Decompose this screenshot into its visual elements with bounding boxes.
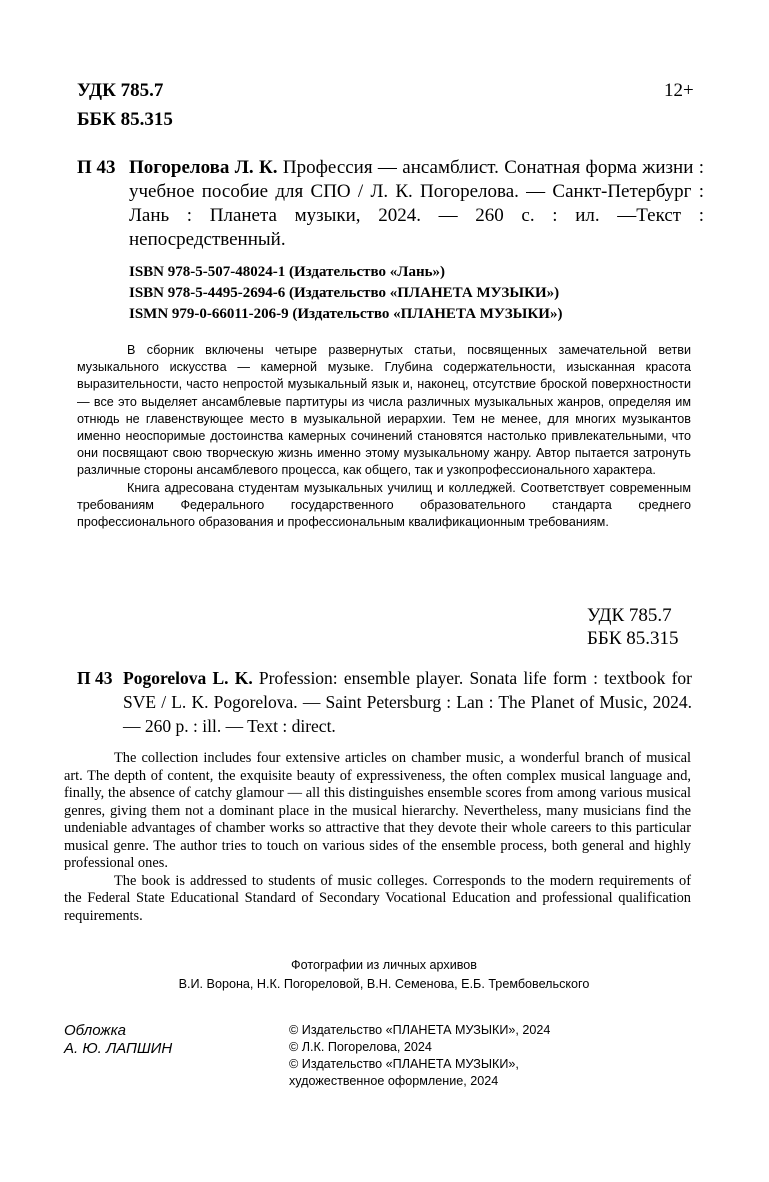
bbk-code-header: ББК 85.315	[77, 109, 173, 130]
cover-credit	[64, 1022, 172, 1058]
isbn-lan: ISBN 978-5-507-48024-1 (Издательство «Лань»)	[129, 264, 446, 280]
abstract-ru	[77, 342, 691, 531]
ismn-planeta: ISMN 979-0-66011-206-9 (Издательство «ПЛАНЕТА МУЗЫКИ»)	[129, 306, 563, 322]
identifier-list	[129, 262, 562, 325]
bibliographic-entry-ru	[77, 156, 704, 252]
author-mark-ru: П 43	[77, 157, 116, 178]
bbk-code-footer: ББК 85.315	[587, 628, 679, 649]
udk-code-header: УДК 785.7	[77, 80, 164, 101]
abstract-en	[64, 750, 691, 925]
photo-credit-title: Фотографии из личных архивов	[291, 958, 477, 972]
photo-credit	[64, 956, 704, 994]
author-name-en: Pogorelova L. K.	[123, 668, 253, 688]
bibliographic-entry-en	[77, 666, 692, 738]
copyright-line: художественное оформление, 2024	[289, 1074, 499, 1088]
author-name-ru: Погорелова Л. К.	[129, 157, 278, 178]
entry-description-ru: Профессия — ансамблист. Сонатная форма жизни : учебное пособие для СПО / Л. К. Погорелова. — Санкт-Петербург : Лань : Планета музыки, 2024. — 260 с. : ил. —Текст : непосредственный.	[129, 157, 704, 250]
abstract-ru-paragraph: Книга адресована студентам музыкальных училищ и колледжей. Соответствует современным требованиям Федерального государственного образовательного стандарта среднего профессионального образования и профессиональным квалификационным требованиям.	[77, 480, 691, 530]
abstract-en-paragraph: The book is addressed to students of music colleges. Corresponds to the modern requirements of the Federal State Educational Standard of Secondary Vocational Education and professional qualification requirements.	[64, 872, 691, 924]
author-mark-en: П 43	[77, 668, 113, 688]
copyright-line: © Издательство «ПЛАНЕТА МУЗЫКИ»,	[289, 1057, 519, 1071]
photo-credit-names: В.И. Ворона, Н.К. Погореловой, В.Н. Семенова, Е.Б. Трембовельского	[178, 977, 590, 991]
udk-code-footer: УДК 785.7	[587, 605, 672, 626]
entry-description-en: Profession: ensemble player. Sonata life form : textbook for SVE / L. K. Pogorelova. — Saint Petersburg : Lan : The Planet of Music, 2024. — 260 p. : ill. — Text : direct.	[123, 668, 692, 736]
abstract-en-paragraph: The collection includes four extensive articles on chamber music, a wonderful branch of musical art. The depth of content, the exquisite beauty of expressiveness, the often complex musical language and, finally, the absence of catchy glamour — all this distinguishes ensemble scores from among various musical genres, giving them not a dominant place in the musical hierarchy. Nevertheless, many musicians find the undeniable advantages of chamber works so attractive that they devote their whole careers to this particular musical genre. The author tries to touch on various sides of the ensemble process, both general and highly professional ones.	[64, 750, 691, 871]
isbn-planeta: ISBN 978-5-4495-2694-6 (Издательство «ПЛАНЕТА МУЗЫКИ»)	[129, 285, 560, 301]
cover-credit-name: А. Ю. ЛАПШИН	[64, 1040, 173, 1057]
copyright-line: © Издательство «ПЛАНЕТА МУЗЫКИ», 2024	[289, 1023, 551, 1037]
copyright-line: © Л.К. Погорелова, 2024	[289, 1040, 432, 1054]
cover-credit-label: Обложка	[64, 1022, 126, 1039]
age-rating: 12+	[664, 80, 694, 101]
copyright-notices	[289, 1022, 550, 1090]
abstract-ru-paragraph: В сборник включены четыре развернутых статьи, посвященных замечательной ветви музыкального искусства — камерной музыке. Глубина содержательности, изысканная красота выразительности, часто непростой музыкальный язык и, наконец, отсутствие броской поверхностности — все это выделяет ансамблевые партитуры из числа различных музыкальных жанров, определяя им отнюдь не главенствующее место в музыкальной иерархии. Тем не менее, для многих музыкантов именно неоспоримые достоинства камерных сочинений становятся настолько привлекательными, что они посвящают свою творческую жизнь именно этому музыкальному жанру. Автор пытается затронуть различные стороны ансамблевого процесса, как общего, так и узкопрофессионального характера.	[77, 343, 691, 478]
